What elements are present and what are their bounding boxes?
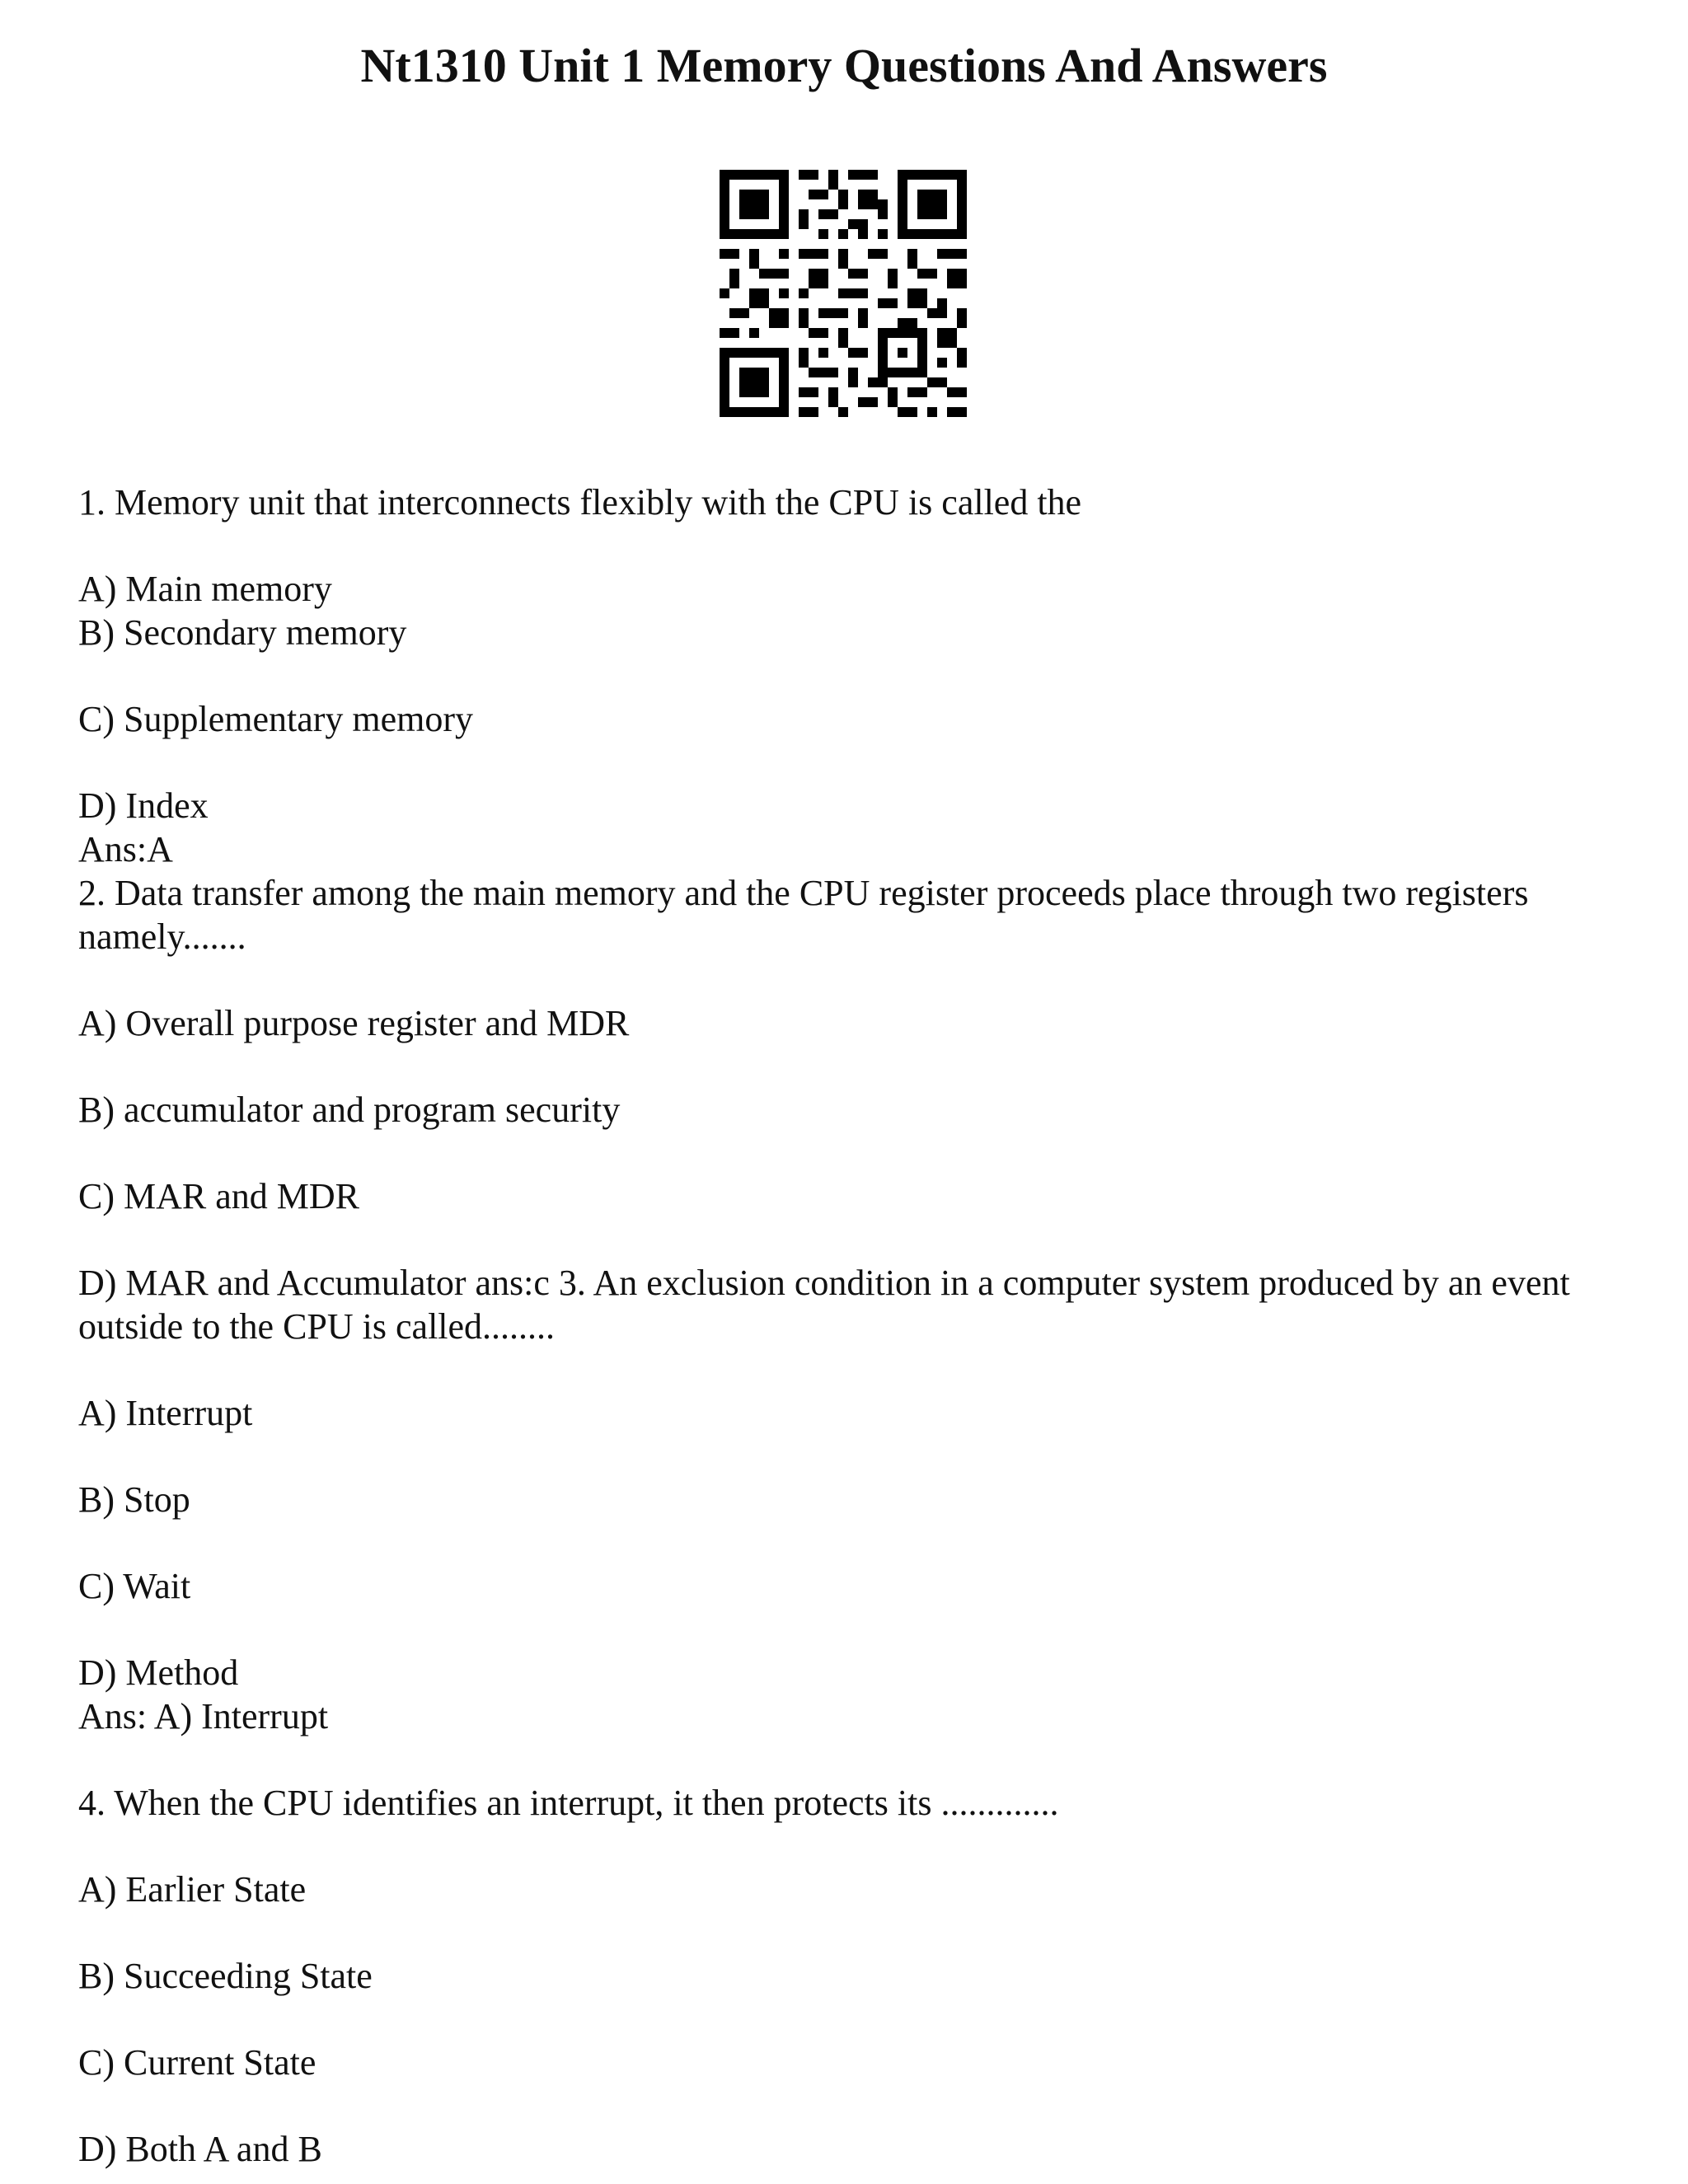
question-1: 1. Memory unit that interconnects flexibly with the CPU is called the bbox=[78, 482, 1082, 523]
question-4-option-d: D) Both A and B bbox=[78, 2129, 322, 2169]
question-2-option-b: B) accumulator and program security bbox=[78, 1090, 621, 1130]
question-1-answer: Ans:A bbox=[78, 829, 173, 869]
question-3-option-c: C) Wait bbox=[78, 1566, 191, 1606]
question-4-option-c: C) Current State bbox=[78, 2042, 316, 2083]
qr-code-icon bbox=[720, 170, 967, 417]
question-4: 4. When the CPU identifies an interrupt, it then protects its ............. bbox=[78, 1783, 1059, 1823]
question-1-option-d: D) Index bbox=[78, 785, 209, 826]
question-2: 2. Data transfer among the main memory and the CPU register proceeds place through two registers namely....... bbox=[78, 873, 1529, 957]
question-1-option-c: C) Supplementary memory bbox=[78, 699, 474, 739]
question-1-option-b: B) Secondary memory bbox=[78, 612, 407, 653]
question-4-option-b: B) Succeeding State bbox=[78, 1956, 373, 1996]
page-title: Nt1310 Unit 1 Memory Questions And Answers bbox=[360, 39, 1328, 92]
question-2-option-c: C) MAR and MDR bbox=[78, 1176, 360, 1216]
question-3-option-b: B) Stop bbox=[78, 1479, 190, 1520]
question-1-option-a: A) Main memory bbox=[78, 569, 332, 609]
question-3-option-a: A) Interrupt bbox=[78, 1393, 253, 1433]
question-3-option-d: D) Method bbox=[78, 1652, 239, 1693]
question-4-option-a: A) Earlier State bbox=[78, 1869, 307, 1910]
question-2-option-a: A) Overall purpose register and MDR bbox=[78, 1003, 630, 1043]
question-2-option-d-and-question-3: D) MAR and Accumulator ans:c 3. An exclusion condition in a computer system produced by an event outside to the CPU is called........ bbox=[78, 1263, 1570, 1347]
question-3-answer: Ans: A) Interrupt bbox=[78, 1696, 329, 1736]
